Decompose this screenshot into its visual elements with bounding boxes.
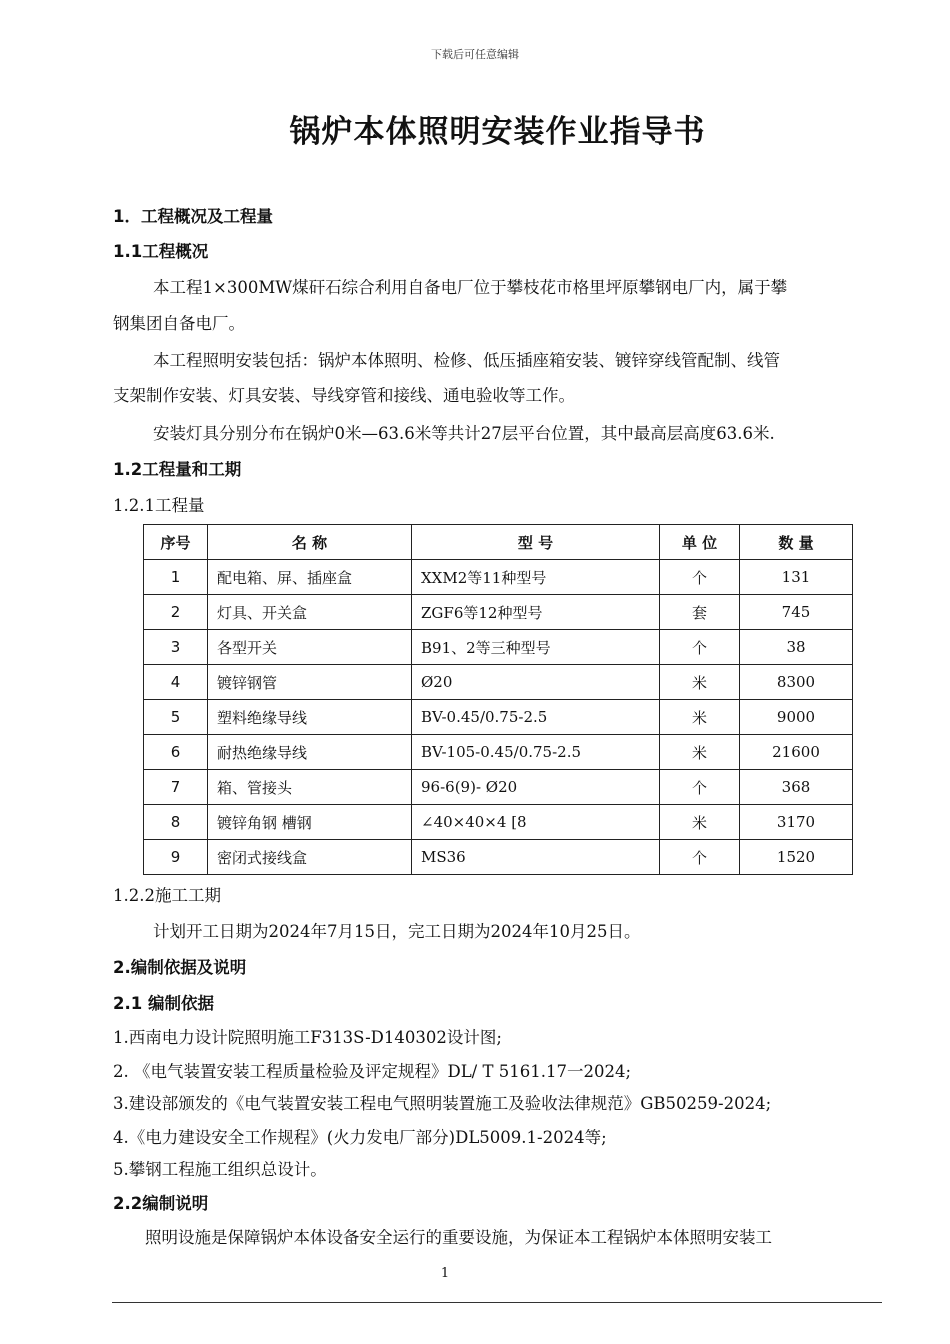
section-1-1-heading: 1.1工程概况 <box>113 242 209 261</box>
table-header-row <box>144 525 853 560</box>
cell-model: ZGF6等12种型号 <box>412 595 660 630</box>
cell-seq: 1 <box>144 560 208 595</box>
section-1-2-2-heading: 1.2.2施工工期 <box>113 886 221 905</box>
header-unit: 单 位 <box>660 525 740 560</box>
table-row <box>144 735 853 770</box>
cell-unit: 个 <box>660 770 740 805</box>
quantity-table <box>143 524 853 875</box>
footer-rule <box>112 1302 882 1303</box>
cell-model: BV-105-0.45/0.75-2.5 <box>412 735 660 770</box>
cell-unit: 米 <box>660 665 740 700</box>
cell-name: 各型开关 <box>208 630 412 665</box>
table-row <box>144 665 853 700</box>
cell-model: MS36 <box>412 840 660 875</box>
overview-paragraph-1-line-2: 钢集团自备电厂。 <box>113 314 245 333</box>
cell-unit: 米 <box>660 735 740 770</box>
section-1-2-1-heading: 1.2.1工程量 <box>113 496 205 515</box>
cell-seq: 2 <box>144 595 208 630</box>
overview-paragraph-2-line-1: 本工程照明安装包括：锅炉本体照明、检修、低压插座箱安装、镀锌穿线管配制、线管 <box>153 351 780 370</box>
cell-name: 密闭式接线盒 <box>208 840 412 875</box>
cell-unit: 个 <box>660 630 740 665</box>
cell-unit: 米 <box>660 805 740 840</box>
cell-name: 耐热绝缘导线 <box>208 735 412 770</box>
basis-item-3: 3.建设部颁发的《电气装置安装工程电气照明装置施工及验收法律规范》GB50259-2024; <box>113 1094 772 1113</box>
overview-paragraph-2-line-2: 支架制作安装、灯具安装、导线穿管和接线、通电验收等工作。 <box>113 386 575 405</box>
table-row <box>144 770 853 805</box>
cell-model: B91、2等三种型号 <box>412 630 660 665</box>
cell-unit: 米 <box>660 700 740 735</box>
table-row <box>144 560 853 595</box>
cell-model: Ø20 <box>412 665 660 700</box>
table-row <box>144 840 853 875</box>
explanation-paragraph: 照明设施是保障锅炉本体设备安全运行的重要设施，为保证本工程锅炉本体照明安装工 <box>145 1228 772 1247</box>
cell-quantity: 38 <box>740 630 853 665</box>
cell-quantity: 745 <box>740 595 853 630</box>
cell-seq: 8 <box>144 805 208 840</box>
cell-quantity: 21600 <box>740 735 853 770</box>
table-row <box>144 700 853 735</box>
section-2-heading: 2.编制依据及说明 <box>113 958 247 977</box>
schedule-paragraph: 计划开工日期为2024年7月15日，完工日期为2024年10月25日。 <box>153 922 641 941</box>
cell-seq: 4 <box>144 665 208 700</box>
page-number: 1 <box>440 1266 450 1281</box>
overview-paragraph-3: 安装灯具分别分布在锅炉0米—63.6米等共计27层平台位置，其中最高层高度63.6米. <box>153 424 775 443</box>
cell-unit: 套 <box>660 595 740 630</box>
cell-name: 配电箱、屏、插座盒 <box>208 560 412 595</box>
cell-name: 镀锌钢管 <box>208 665 412 700</box>
cell-quantity: 368 <box>740 770 853 805</box>
cell-seq: 6 <box>144 735 208 770</box>
document-title: 锅炉本体照明安装作业指导书 <box>289 114 706 150</box>
table-row <box>144 630 853 665</box>
cell-model: BV-0.45/0.75-2.5 <box>412 700 660 735</box>
cell-name: 镀锌角钢 槽钢 <box>208 805 412 840</box>
table-row <box>144 595 853 630</box>
cell-seq: 7 <box>144 770 208 805</box>
cell-name: 灯具、开关盒 <box>208 595 412 630</box>
basis-item-5: 5.攀钢工程施工组织总设计。 <box>113 1160 327 1179</box>
cell-model: 96-6(9)- Ø20 <box>412 770 660 805</box>
header-model: 型 号 <box>412 525 660 560</box>
header-name: 名 称 <box>208 525 412 560</box>
section-2-1-heading: 2.1 编制依据 <box>113 994 214 1013</box>
header-seq: 序号 <box>144 525 208 560</box>
basis-item-4: 4.《电力建设安全工作规程》(火力发电厂部分)DL5009.1-2024等; <box>113 1128 607 1147</box>
table-row <box>144 805 853 840</box>
section-1-heading: 1．工程概况及工程量 <box>113 207 273 226</box>
overview-paragraph-1-line-1: 本工程1×300MW煤矸石综合利用自备电厂位于攀枝花市格里坪原攀钢电厂内，属于攀 <box>153 278 788 297</box>
cell-seq: 5 <box>144 700 208 735</box>
cell-quantity: 131 <box>740 560 853 595</box>
cell-quantity: 8300 <box>740 665 853 700</box>
header-quantity: 数 量 <box>740 525 853 560</box>
cell-quantity: 9000 <box>740 700 853 735</box>
cell-name: 箱、管接头 <box>208 770 412 805</box>
section-1-2-heading: 1.2工程量和工期 <box>113 460 242 479</box>
basis-item-1: 1.西南电力设计院照明施工F313S-D140302设计图; <box>113 1028 502 1047</box>
cell-unit: 个 <box>660 840 740 875</box>
cell-quantity: 1520 <box>740 840 853 875</box>
page-header: 下载后可任意编辑 <box>431 48 519 61</box>
cell-name: 塑料绝缘导线 <box>208 700 412 735</box>
cell-seq: 3 <box>144 630 208 665</box>
cell-unit: 个 <box>660 560 740 595</box>
cell-model: ∠40×40×4 [8 <box>412 805 660 840</box>
cell-quantity: 3170 <box>740 805 853 840</box>
basis-item-2: 2. 《电气装置安装工程质量检验及评定规程》DL/ T 5161.17一2024; <box>113 1062 632 1081</box>
section-2-2-heading: 2.2编制说明 <box>113 1194 209 1213</box>
cell-seq: 9 <box>144 840 208 875</box>
cell-model: XXM2等11种型号 <box>412 560 660 595</box>
